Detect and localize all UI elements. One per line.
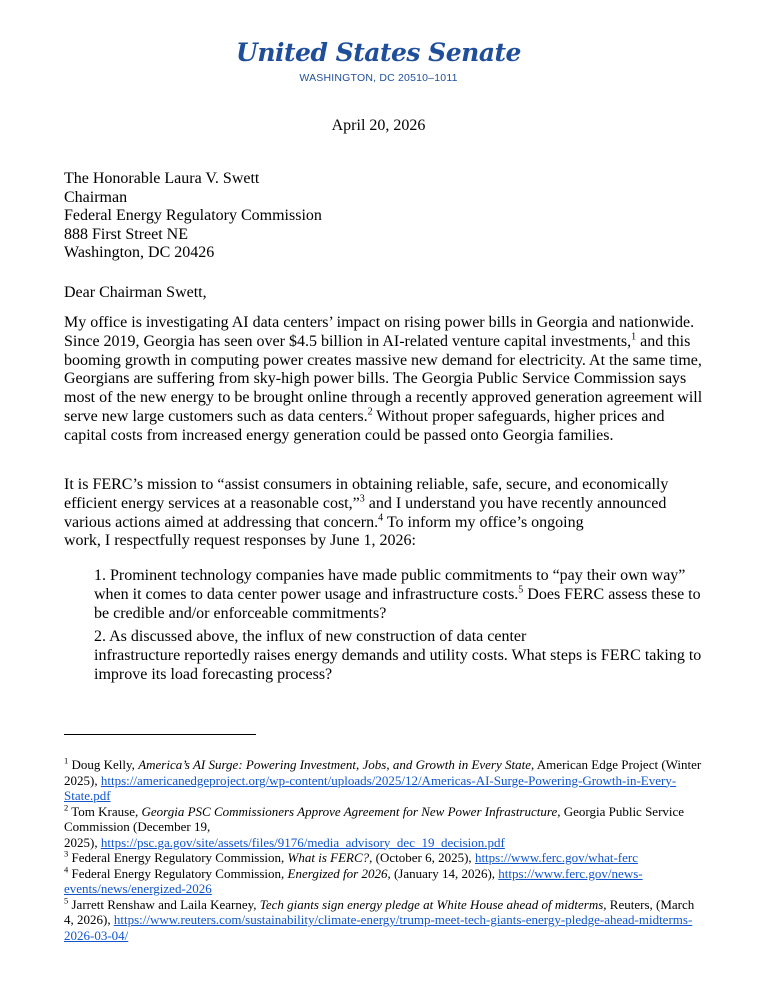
footnote-link[interactable]: https://www.ferc.gov/what-ferc bbox=[474, 850, 638, 865]
footnote-ref[interactable]: 4 bbox=[378, 512, 384, 524]
body-paragraph-2 bbox=[64, 476, 704, 551]
footnote-number: 5 bbox=[64, 895, 69, 906]
question-text: 2. As discussed above, the influx of new construction of data center bbox=[94, 628, 527, 645]
footnote-text: Jarrett Renshaw and Laila Kearney, bbox=[68, 896, 260, 912]
question-2 bbox=[94, 628, 704, 684]
footnote-number: 3 bbox=[64, 848, 69, 859]
footnote-number: 2 bbox=[64, 802, 69, 813]
footnote-2 bbox=[64, 804, 704, 851]
footnote-5 bbox=[64, 897, 704, 944]
paragraph-text: It is FERC’s mission to “assist consumers in obtaining reliable, safe, secure, and economically efficient energy services at a reasonable cost,” bbox=[64, 476, 669, 512]
question-text: infrastructure reportedly raises energy demands and utility costs. What steps is FERC taking to improve its load forecasting process? bbox=[94, 646, 702, 683]
question-text: 1. Prominent technology companies have made public commitments to “pay their own way” when it comes to data center power usage and infrastructure costs. bbox=[94, 567, 686, 603]
senate-address: WASHINGTON, DC 20510–1011 bbox=[299, 72, 458, 84]
footnote-text: Federal Energy Regulatory Commission, bbox=[68, 865, 288, 881]
footnote-text: , (October 6, 2025), bbox=[369, 850, 475, 865]
footnote-title: Energized for 2026, bbox=[287, 865, 391, 881]
footnote-title: Tech giants sign energy pledge at White House ahead of midterms, bbox=[259, 896, 607, 912]
recipient-street: 888 First Street NE bbox=[64, 225, 188, 243]
footnote-title: America’s AI Surge: Powering Investment, Jobs, and Growth in Every State bbox=[138, 757, 532, 772]
footnote-number: 1 bbox=[64, 755, 69, 766]
footnote-title: Georgia PSC Commissioners Approve Agreement for New Power Infrastructure bbox=[141, 803, 558, 819]
footnote-text: 2025), bbox=[64, 834, 101, 850]
body-paragraph-1 bbox=[64, 314, 704, 446]
footnote-ref[interactable]: 3 bbox=[359, 493, 365, 505]
footnotes bbox=[64, 757, 704, 943]
paragraph-text: work, I respectfully request responses by June 1, 2026: bbox=[64, 532, 416, 550]
footnote-text: Tom Krause, bbox=[68, 803, 142, 819]
recipient-address bbox=[64, 170, 322, 263]
footnote-3 bbox=[64, 850, 704, 866]
question-text: Does FERC assess these to be credible and/or enforceable commitments? bbox=[94, 585, 701, 622]
footnote-number: 4 bbox=[64, 864, 69, 875]
footnote-ref[interactable]: 2 bbox=[367, 406, 373, 418]
footnote-text: , Georgia Public Service Commission (December 19, bbox=[64, 803, 685, 834]
letter-date: April 20, 2026 bbox=[331, 117, 426, 134]
paragraph-text: and this booming growth in computing power creates massive new demand for electricity. At the same time, Georgians are suffering from sky-high power bills. The Georgia Public Service Commission says most of the new energy to be brought online through a recently approved generation agreement will serve new large customers such as data centers. bbox=[64, 332, 703, 425]
recipient-name: The Honorable Laura V. Swett bbox=[64, 170, 260, 187]
footnote-text: Federal Energy Regulatory Commission, bbox=[68, 850, 288, 865]
footnote-link[interactable]: https://psc.ga.gov/site/assets/files/9176/media_advisory_dec_19_decision.pdf bbox=[100, 834, 505, 850]
footnote-link[interactable]: https://www.ferc.gov/news-events/news/energized-2026 bbox=[64, 865, 643, 896]
recipient-org: Federal Energy Regulatory Commission bbox=[64, 207, 322, 225]
question-1 bbox=[94, 567, 704, 623]
footnote-text: Reuters, (March 4, 2026), bbox=[64, 896, 695, 927]
recipient-title: Chairman bbox=[64, 188, 128, 206]
footnote-text: , American Edge Project (Winter 2025), bbox=[64, 757, 702, 788]
footnote-divider bbox=[64, 734, 256, 735]
footnote-1 bbox=[64, 757, 704, 804]
footnote-4 bbox=[64, 866, 704, 897]
paragraph-text: To inform my office’s ongoing bbox=[383, 513, 584, 531]
paragraph-text: Without proper safeguards, higher prices and capital costs from increased energy generation could be passed onto Georgia families. bbox=[64, 407, 665, 444]
footnote-text: (January 14, 2026), bbox=[390, 865, 499, 881]
footnote-ref[interactable]: 1 bbox=[631, 331, 637, 343]
paragraph-text: and I understand you have recently announced various actions aimed at addressing that concern. bbox=[64, 494, 667, 531]
footnote-text: Doug Kelly, bbox=[68, 757, 139, 772]
paragraph-text: My office is investigating AI data centers’ impact on rising power bills in Georgia and nationwide. Since 2019, Georgia has seen over $4.5 billion in AI-related venture capital investments, bbox=[64, 314, 695, 350]
footnote-title: What is FERC? bbox=[287, 850, 370, 865]
senate-title: United States Senate bbox=[236, 38, 521, 67]
footnote-ref[interactable]: 5 bbox=[518, 584, 524, 596]
salutation: Dear Chairman Swett, bbox=[64, 284, 207, 301]
recipient-city: Washington, DC 20426 bbox=[64, 244, 215, 262]
footnote-link[interactable]: https://americanedgeproject.org/wp-content/uploads/2025/12/Americas-AI-Surge-Powering-Growth-in-Every-State.pdf bbox=[64, 772, 677, 803]
letterhead bbox=[0, 38, 757, 84]
footnote-link[interactable]: https://www.reuters.com/sustainability/climate-energy/trump-meet-tech-giants-energy-pledge-ahead-midterms-2026-03-04/ bbox=[64, 912, 693, 943]
